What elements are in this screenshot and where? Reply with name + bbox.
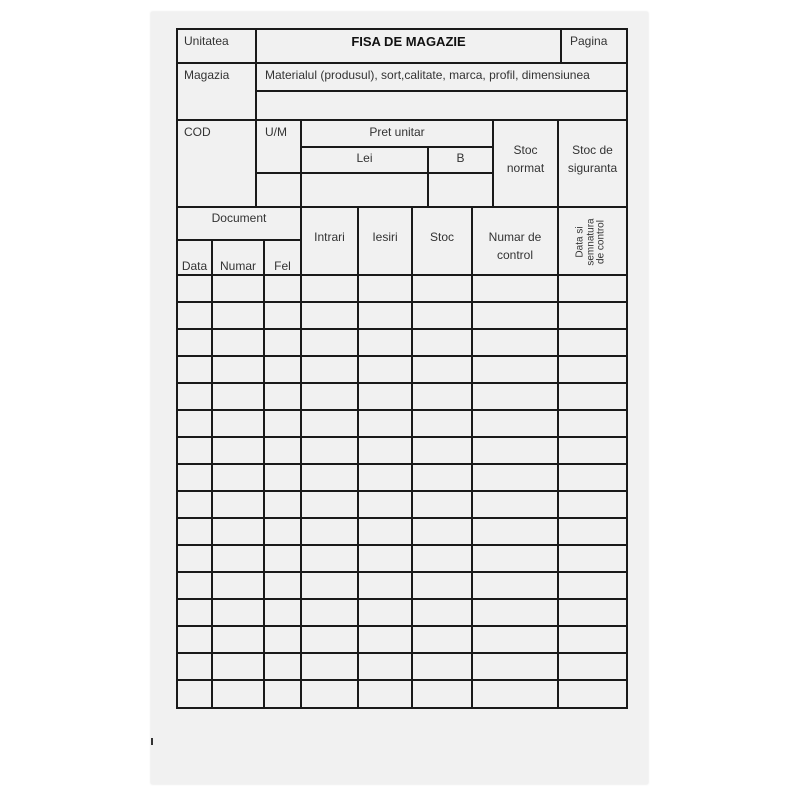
data-semnatura-label — [576, 205, 610, 280]
material-label: Materialul (produsul), sort,calitate, marca, profil, dimensiunea — [265, 68, 590, 82]
intrari-label: Intrari — [314, 230, 345, 244]
pagina-label: Pagina — [570, 34, 608, 48]
numar-control-line2: control — [496, 248, 534, 262]
data-label: Data — [181, 259, 208, 273]
document-label: Document — [211, 211, 267, 225]
cod-label: COD — [184, 125, 211, 139]
stoc-label: Stoc — [429, 230, 454, 244]
magazia-label: Magazia — [184, 68, 230, 82]
edge-mark — [151, 738, 153, 745]
um-label: U/M — [265, 125, 287, 139]
data-semnatura-line1: Data si — [574, 226, 586, 258]
unitate-label: Unitatea — [184, 34, 229, 48]
fel-label: Fel — [274, 259, 291, 273]
b-label: B — [456, 151, 465, 165]
stoc-siguranta-line1: Stoc de — [572, 143, 613, 157]
form-title: FISA DE MAGAZIE — [351, 34, 466, 49]
stoc-normat-line1: Stoc — [513, 143, 538, 157]
numar-label: Numar — [219, 259, 256, 273]
data-semnatura-line3: de control — [595, 220, 607, 264]
data-semnatura-line2: semnatura — [585, 218, 596, 266]
lei-label: Lei — [356, 151, 373, 165]
stoc-normat-line2: normat — [506, 161, 545, 175]
numar-control-line1: Numar de — [488, 230, 542, 244]
stoc-siguranta-line2: siguranta — [567, 161, 618, 175]
iesiri-label: Iesiri — [372, 230, 398, 244]
pret-unitar-label: Pret unitar — [369, 125, 425, 139]
